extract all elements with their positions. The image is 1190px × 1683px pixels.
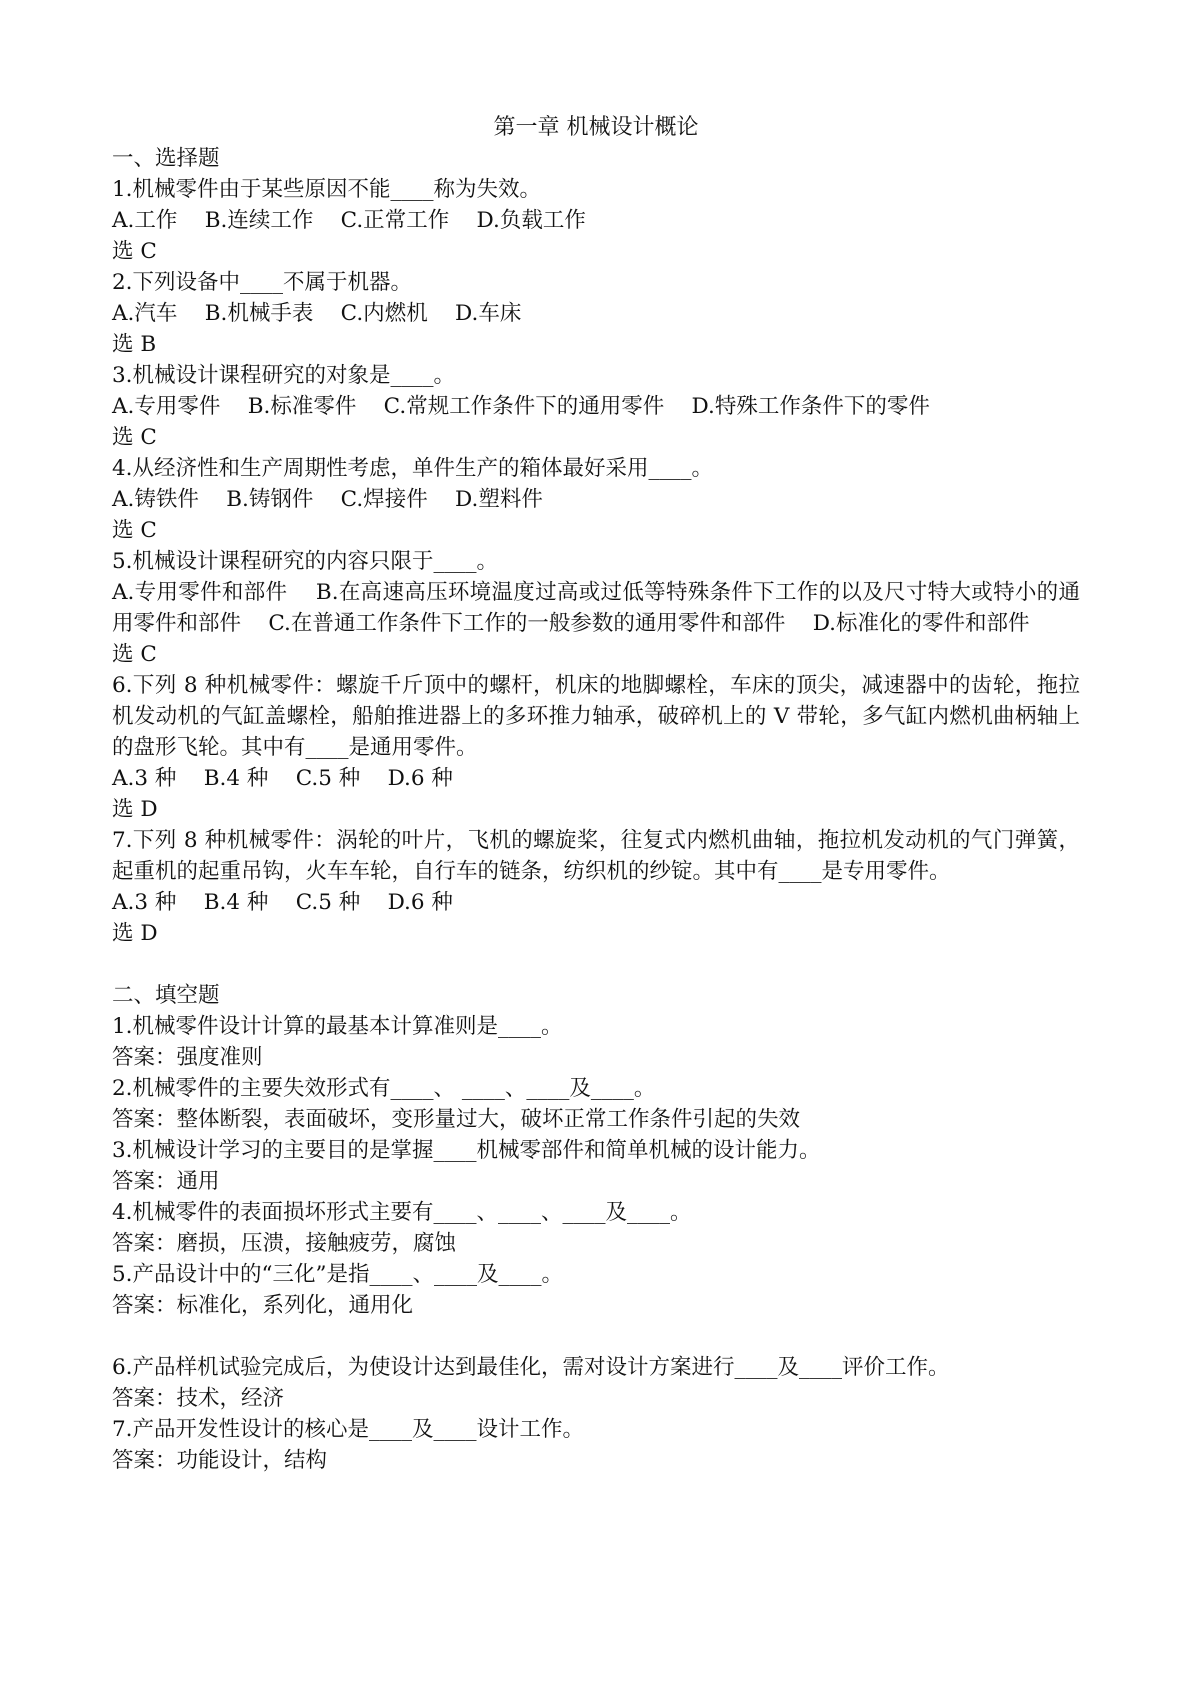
- question-answer: 答案：功能设计，结构: [112, 1448, 328, 1473]
- question-options: A.专用零件 B.标准零件 C.常规工作条件下的通用零件 D.特殊工作条件下的零件: [112, 394, 930, 419]
- section-heading: 二、填空题: [112, 983, 220, 1008]
- question-text: 5.产品设计中的“三化”是指____、____及____。: [112, 1262, 563, 1287]
- question-item: [112, 546, 1080, 670]
- question-answer: 答案：标准化，系列化，通用化: [112, 1293, 414, 1318]
- question-answer: 选 B: [112, 332, 157, 357]
- question-answer: 答案：磨损，压溃，接触疲劳，腐蚀: [112, 1231, 457, 1256]
- question-text: 2.机械零件的主要失效形式有____、 ____、____及____。: [112, 1076, 656, 1101]
- question-options: A.汽车 B.机械手表 C.内燃机 D.车床: [112, 301, 522, 326]
- question-text: 5.机械设计课程研究的内容只限于____。: [112, 549, 499, 574]
- question-options: A.3 种 B.4 种 C.5 种 D.6 种: [112, 890, 453, 915]
- question-answer: 答案：技术，经济: [112, 1386, 285, 1411]
- question-answer: 选 D: [112, 797, 158, 822]
- question-answer: 选 C: [112, 239, 157, 264]
- question-answer: 选 C: [112, 425, 157, 450]
- question-text: 7.下列 8 种机械零件：涡轮的叶片，飞机的螺旋桨，往复式内燃机曲轴，拖拉机发动机的气门弹簧，起重机的起重吊钩，火车车轮，自行车的链条，纺织机的纱锭。其中有____是专用零件。: [112, 828, 1080, 884]
- question-item: [112, 174, 1080, 267]
- question-options: A.专用零件和部件 B.在高速高压环境温度过高或过低等特殊条件下工作的以及尺寸特大或特小的通用零件和部件 C.在普通工作条件下工作的一般参数的通用零件和部件 D.标准化的零件和部件: [112, 580, 1080, 636]
- section-spacer: [112, 949, 1080, 980]
- question-options: A.工作 B.连续工作 C.正常工作 D.负载工作: [112, 208, 586, 233]
- question-answer: 选 C: [112, 642, 157, 667]
- question-text: 6.产品样机试验完成后，为使设计达到最佳化，需对设计方案进行____及____评价工作。: [112, 1355, 950, 1380]
- question-text: 7.产品开发性设计的核心是____及____设计工作。: [112, 1417, 585, 1442]
- question-answer: 答案：通用: [112, 1169, 220, 1194]
- question-answer: 答案：强度准则: [112, 1045, 263, 1070]
- question-text: 4.机械零件的表面损坏形式主要有____、____、____及____。: [112, 1200, 692, 1225]
- question-text: 3.机械设计学习的主要目的是掌握____机械零部件和简单机械的设计能力。: [112, 1138, 821, 1163]
- question-item: [112, 453, 1080, 546]
- multiple-choice-section: [112, 143, 1080, 949]
- section-heading: 一、选择题: [112, 146, 220, 171]
- question-options: A.铸铁件 B.铸钢件 C.焊接件 D.塑料件: [112, 487, 543, 512]
- question-item: [112, 1073, 1080, 1135]
- question-text: 4.从经济性和生产周期性考虑，单件生产的箱体最好采用____。: [112, 456, 714, 481]
- question-text: 2.下列设备中____不属于机器。: [112, 270, 413, 295]
- question-item: [112, 1414, 1080, 1476]
- question-text: 1.机械零件由于某些原因不能____称为失效。: [112, 177, 542, 202]
- question-answer: 答案：整体断裂，表面破坏，变形量过大，破坏正常工作条件引起的失效: [112, 1107, 801, 1132]
- question-answer: 选 D: [112, 921, 158, 946]
- question-item: [112, 1259, 1080, 1321]
- question-item: [112, 1135, 1080, 1197]
- question-item: [112, 1197, 1080, 1259]
- question-text: 3.机械设计课程研究的对象是____。: [112, 363, 456, 388]
- question-text: 6.下列 8 种机械零件：螺旋千斤顶中的螺杆，机床的地脚螺栓，车床的顶尖，减速器中的齿轮，拖拉机发动机的气缸盖螺栓，船舶推进器上的多环推力轴承，破碎机上的 V 带轮，多气缸内燃机曲柄轴上的盘形飞轮。其中有____是通用零件。: [112, 673, 1080, 760]
- question-item: [112, 1352, 1080, 1414]
- question-item: [112, 825, 1080, 949]
- fill-in-section: [112, 980, 1080, 1476]
- page-title: 第一章 机械设计概论: [493, 115, 699, 140]
- question-answer: 选 C: [112, 518, 157, 543]
- question-item: [112, 360, 1080, 453]
- question-text: 1.机械零件设计计算的最基本计算准则是____。: [112, 1014, 563, 1039]
- question-item: [112, 267, 1080, 360]
- question-item: [112, 670, 1080, 825]
- question-item: [112, 1011, 1080, 1073]
- paragraph-spacer: [112, 1321, 1080, 1352]
- question-options: A.3 种 B.4 种 C.5 种 D.6 种: [112, 766, 453, 791]
